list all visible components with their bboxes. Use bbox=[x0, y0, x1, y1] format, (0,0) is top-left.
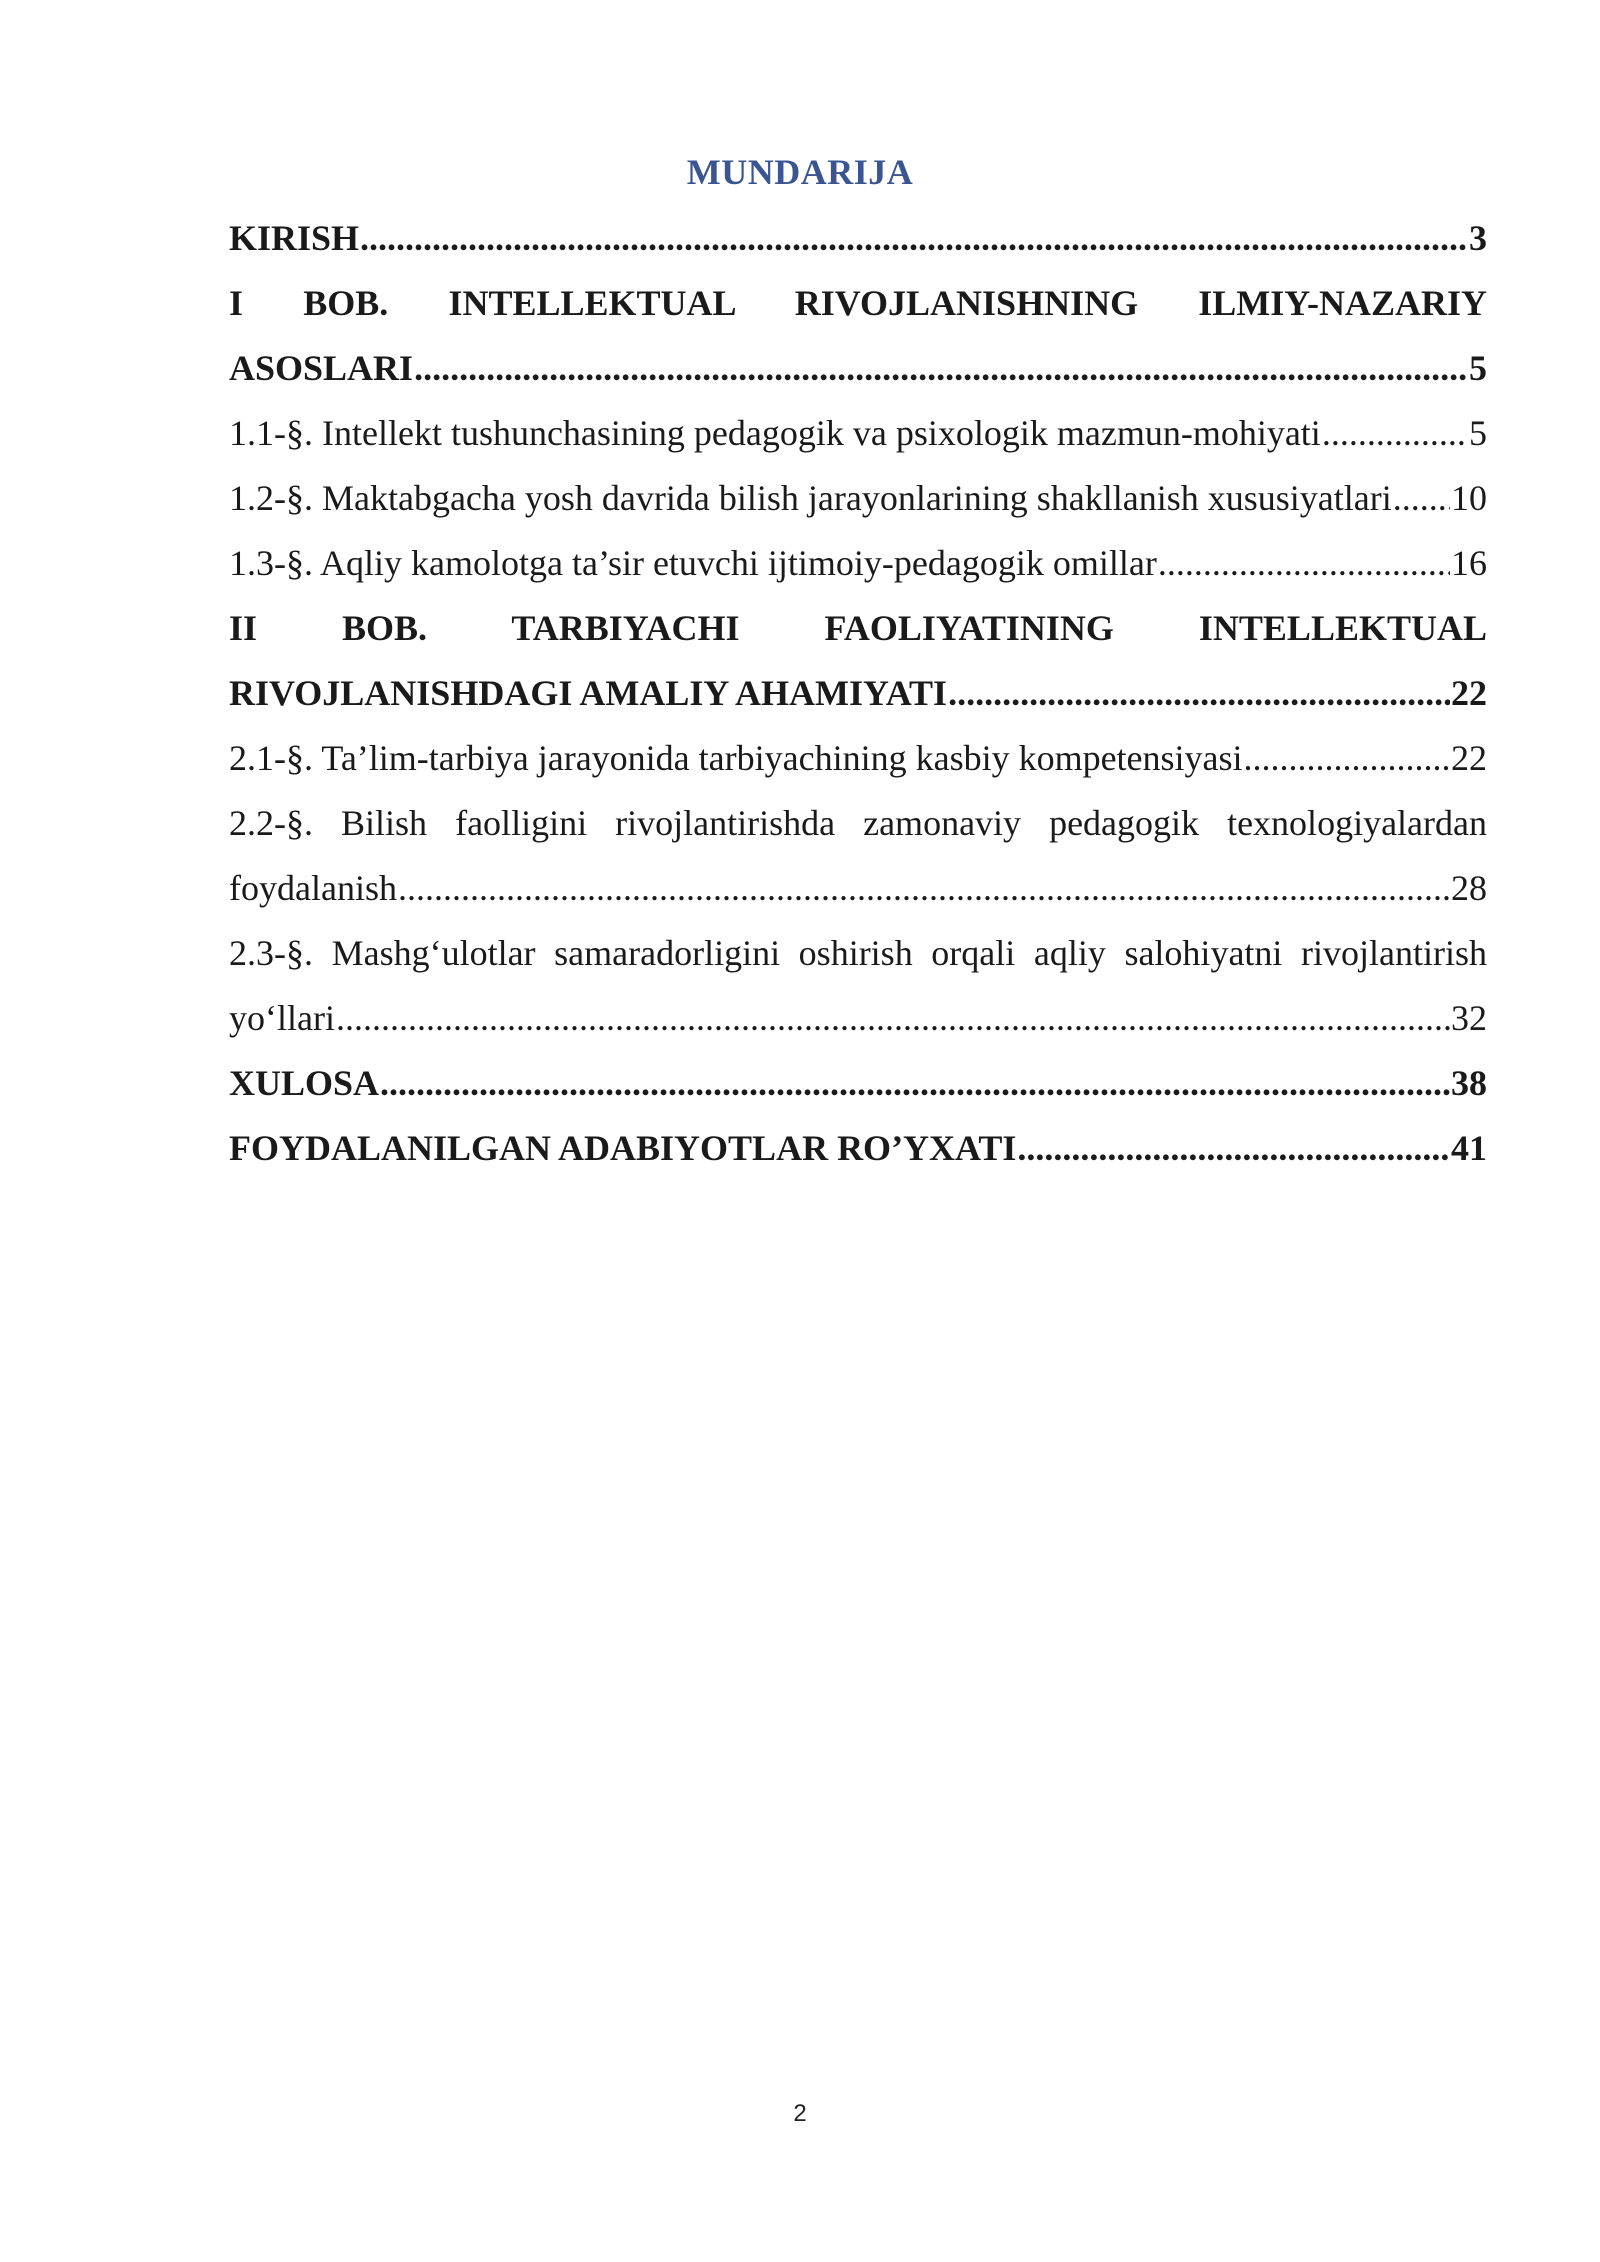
toc-entry-section-2-3-line2[interactable] bbox=[229, 986, 1487, 1051]
toc-leader-dots bbox=[1158, 531, 1450, 596]
toc-entry-label: RIVOJLANISHDAGI AMALIY AHAMIYATI bbox=[229, 673, 948, 713]
toc-entry-chapter2-line2[interactable] bbox=[229, 661, 1487, 726]
toc-entry-section-2-2-line1[interactable] bbox=[229, 791, 1487, 856]
toc-entry-section-2-1[interactable] bbox=[229, 726, 1487, 791]
toc-page-number: 10 bbox=[1451, 478, 1487, 518]
toc-entry-label: XULOSA bbox=[229, 1063, 380, 1103]
toc-entry-xulosa[interactable] bbox=[229, 1051, 1487, 1116]
toc-leader-dots bbox=[1322, 401, 1468, 466]
toc-entry-section-2-3-line1[interactable] bbox=[229, 921, 1487, 986]
toc-entry-label: 2.3-§. Mashg‘ulotlar samaradorligini oshirish orqali aqliy salohiyatni rivojlantirish bbox=[229, 933, 1487, 973]
toc-page-number: 41 bbox=[1451, 1128, 1487, 1168]
toc-entry-kirish[interactable] bbox=[229, 206, 1487, 271]
toc-leader-dots bbox=[948, 661, 1450, 726]
toc-page-number: 16 bbox=[1451, 543, 1487, 583]
toc-leader-dots bbox=[1244, 726, 1450, 791]
toc-page-number: 5 bbox=[1469, 413, 1487, 453]
toc-page-number: 22 bbox=[1451, 673, 1487, 713]
toc-entry-label: FOYDALANILGAN ADABIYOTLAR RO’YXATI bbox=[229, 1128, 1017, 1168]
table-of-contents bbox=[229, 206, 1487, 1181]
toc-entry-chapter1-line2[interactable] bbox=[229, 336, 1487, 401]
toc-leader-dots bbox=[360, 206, 1468, 271]
toc-entry-label: 1.1-§. Intellekt tushunchasining pedagogik va psixologik mazmun-mohiyati bbox=[229, 413, 1321, 453]
page-number: 2 bbox=[793, 2100, 807, 2127]
toc-leader-dots bbox=[398, 856, 1450, 921]
toc-entry-section-1-2[interactable] bbox=[229, 466, 1487, 531]
toc-entry-chapter2-line1[interactable] bbox=[229, 596, 1487, 661]
toc-leader-dots bbox=[1393, 466, 1450, 531]
toc-entry-label: 2.2-§. Bilish faolligini rivojlantirishda zamonaviy pedagogik texnologiyalardan bbox=[229, 803, 1487, 843]
toc-entry-section-1-1[interactable] bbox=[229, 401, 1487, 466]
toc-entry-label: 1.2-§. Maktabgacha yosh davrida bilish jarayonlarining shakllanish xususiyatlari bbox=[229, 478, 1392, 518]
toc-entry-label: 1.3-§. Aqliy kamolotga ta’sir etuvchi ijtimoiy-pedagogik omillar bbox=[229, 543, 1157, 583]
toc-entry-label: 2.1-§. Ta’lim-tarbiya jarayonida tarbiyachining kasbiy kompetensiyasi bbox=[229, 738, 1243, 778]
toc-entry-label: yo‘llari bbox=[229, 998, 335, 1038]
toc-entry-label: I BOB. INTELLEKTUAL RIVOJLANISHNING ILMIY-NAZARIY bbox=[229, 283, 1487, 323]
toc-page-number: 32 bbox=[1451, 998, 1487, 1038]
toc-page-number: 28 bbox=[1451, 868, 1487, 908]
toc-page-number: 22 bbox=[1451, 738, 1487, 778]
toc-entry-chapter1-line1[interactable] bbox=[229, 271, 1487, 336]
toc-leader-dots bbox=[1017, 1116, 1450, 1181]
toc-leader-dots bbox=[336, 986, 1450, 1051]
toc-leader-dots bbox=[414, 336, 1468, 401]
toc-entry-label: ASOSLARI bbox=[229, 348, 414, 388]
toc-page-number: 5 bbox=[1469, 348, 1487, 388]
toc-entry-section-2-2-line2[interactable] bbox=[229, 856, 1487, 921]
toc-page-number: 38 bbox=[1451, 1063, 1487, 1103]
toc-entry-references[interactable] bbox=[229, 1116, 1487, 1181]
toc-entry-label: KIRISH bbox=[229, 218, 360, 258]
toc-entry-label: foydalanish bbox=[229, 868, 397, 908]
toc-entry-label: II BOB. TARBIYACHI FAOLIYATINING INTELLEKTUAL bbox=[229, 608, 1487, 648]
toc-leader-dots bbox=[380, 1051, 1450, 1116]
toc-entry-section-1-3[interactable] bbox=[229, 531, 1487, 596]
toc-title: MUNDARIJA bbox=[686, 152, 914, 192]
toc-page-number: 3 bbox=[1469, 218, 1487, 258]
